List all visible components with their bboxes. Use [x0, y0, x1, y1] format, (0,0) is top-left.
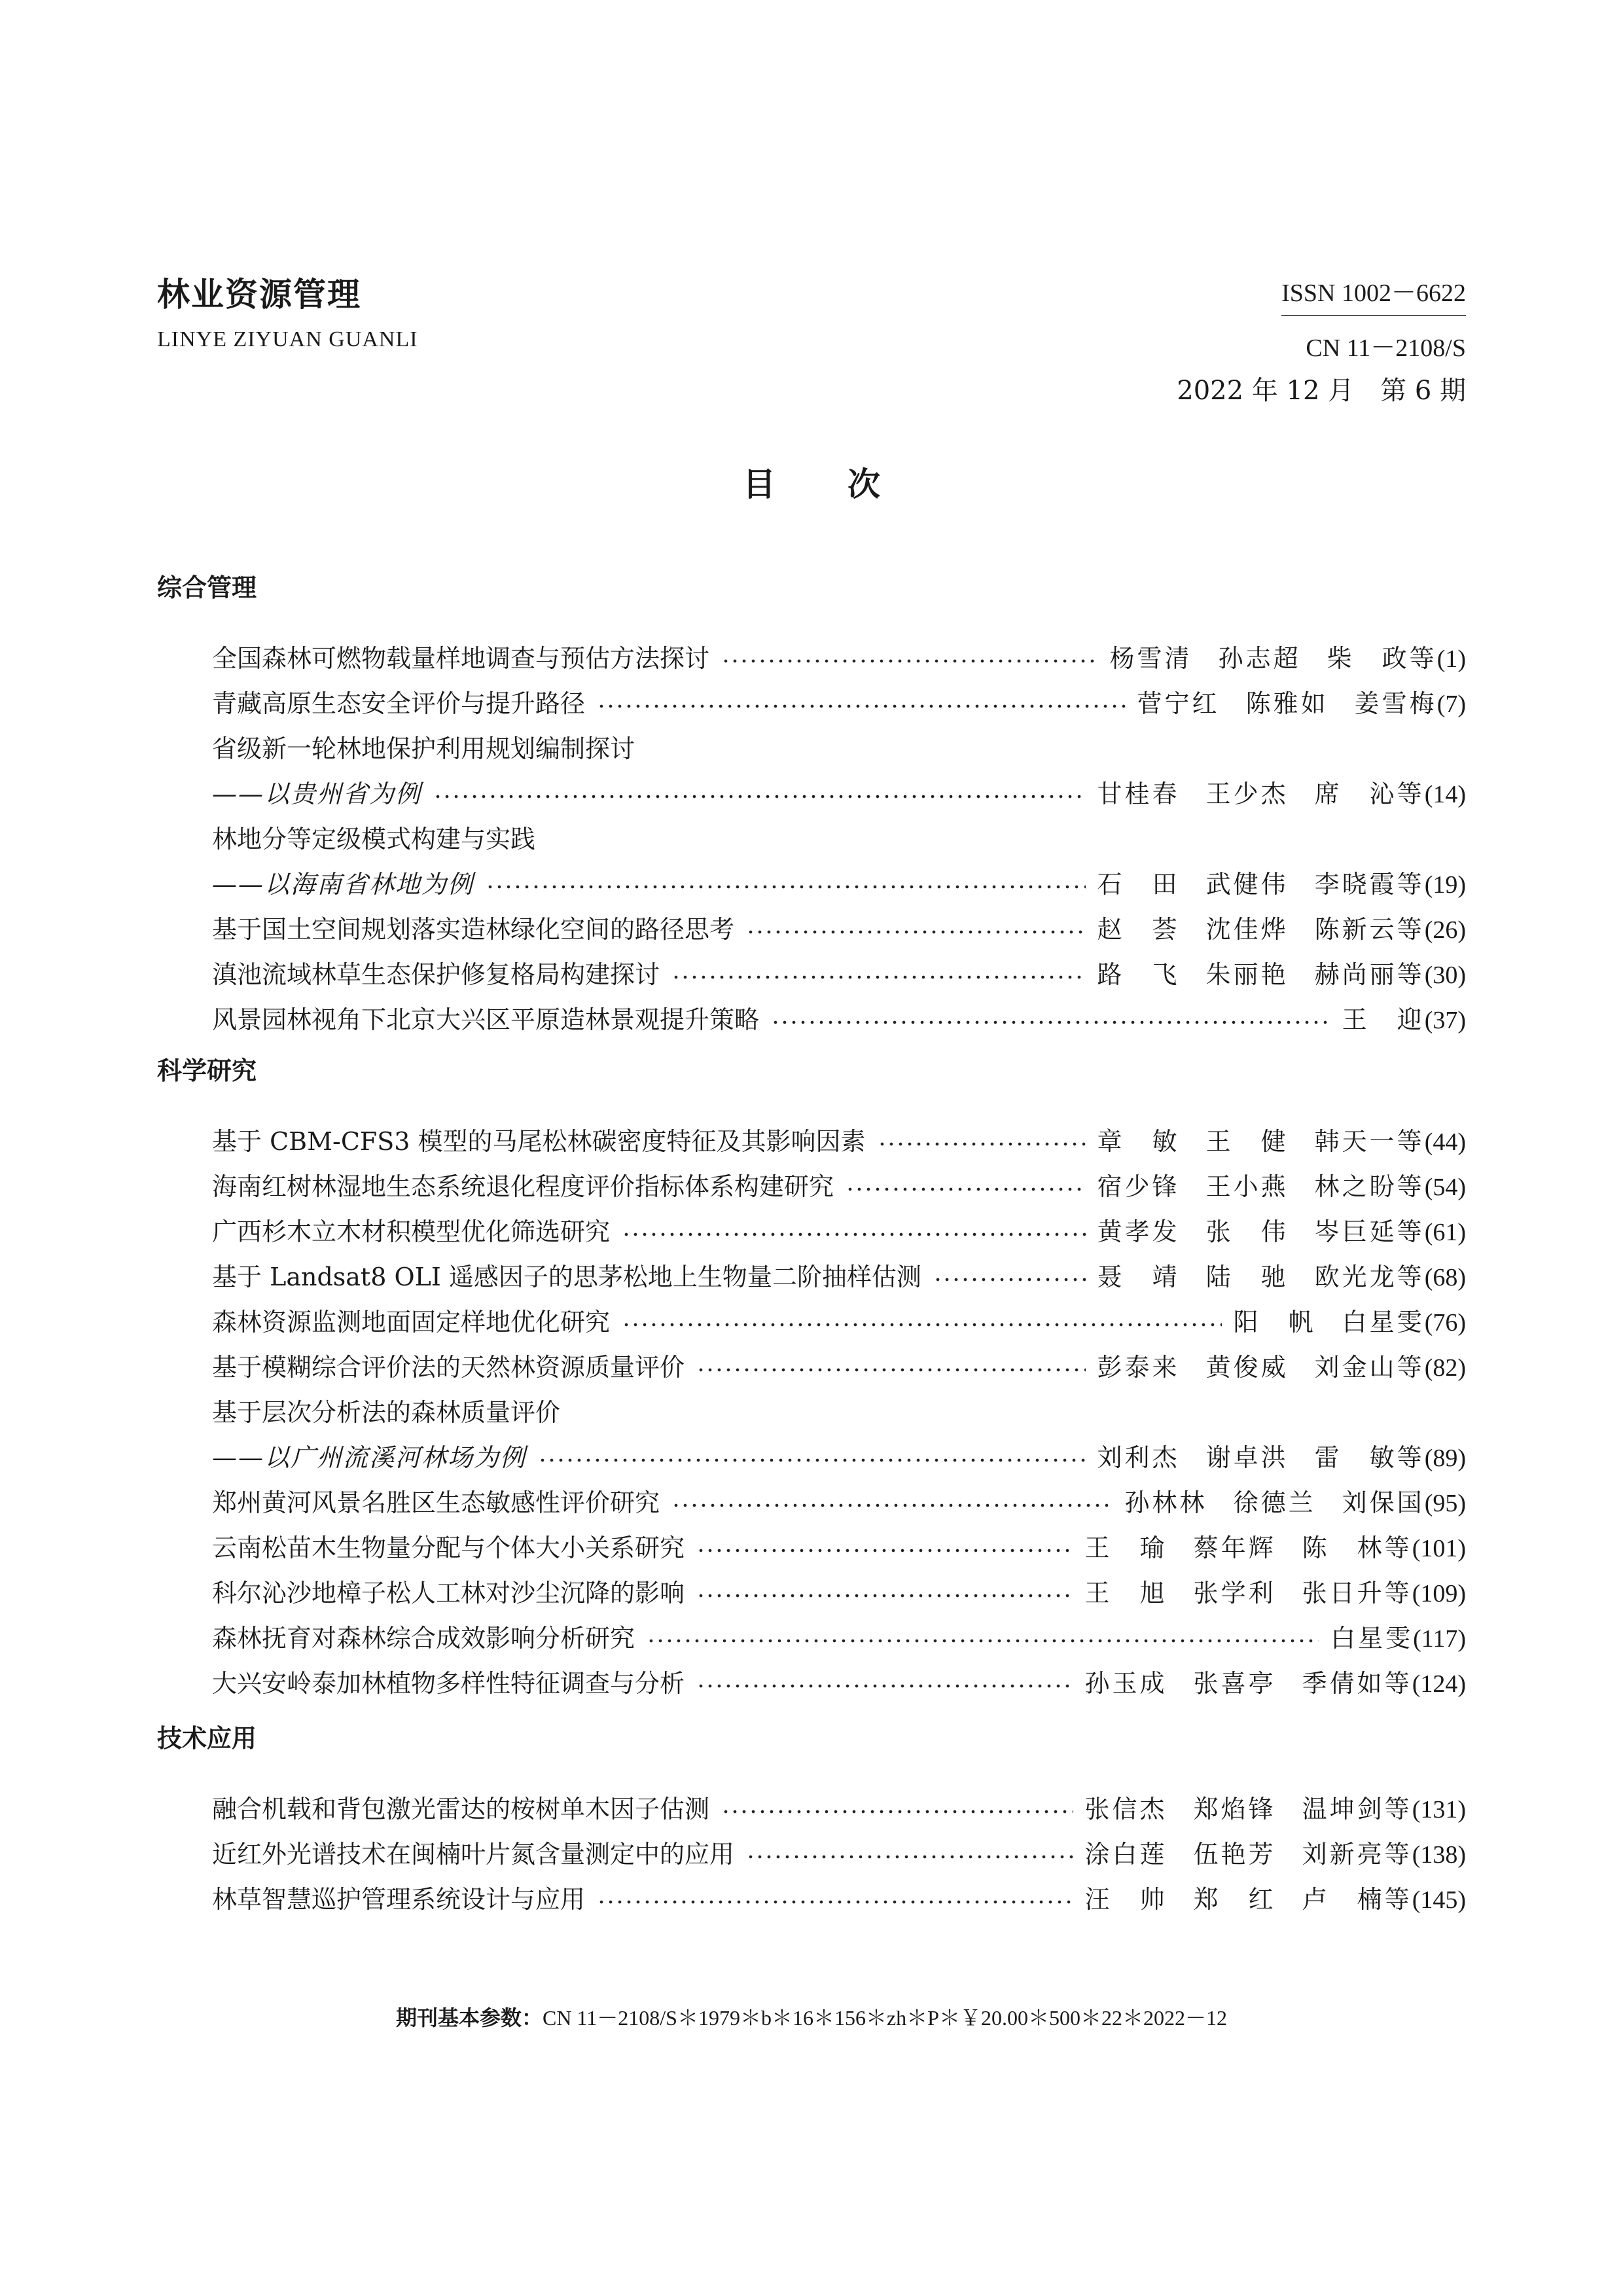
entry-title: 科尔沁沙地樟子松人工林对沙尘沉降的影响 — [212, 1579, 685, 1607]
entry-title: 郑州黄河风景名胜区生态敏感性评价研究 — [212, 1488, 660, 1517]
entry-title: 滇池流域林草生态保护修复格局构建探讨 — [212, 960, 660, 989]
toc-entry — [212, 681, 1466, 726]
entry-title: 海南红树林湿地生态系统退化程度评价指标体系构建研究 — [212, 1172, 834, 1201]
toc-entry — [212, 1616, 1466, 1661]
entry-title: 森林资源监测地面固定样地优化研究 — [212, 1308, 611, 1336]
dot-leader — [433, 795, 1086, 798]
dot-leader — [486, 885, 1086, 889]
toc-heading: 目次 — [743, 465, 952, 503]
entry-title-line — [212, 1661, 1466, 1706]
entry-title: 基于层次分析法的森林质量评价 — [212, 1398, 561, 1427]
entry-title-line — [212, 952, 1466, 997]
entry-page: (68) — [1424, 1264, 1466, 1291]
entry-title-line — [212, 1210, 1466, 1255]
section-entries — [157, 636, 1466, 1043]
entry-authors: 聂 靖 陆 驰 欧光龙等 — [1097, 1263, 1425, 1291]
dot-leader — [771, 1020, 1330, 1024]
toc-entry — [212, 636, 1466, 681]
entry-page: (26) — [1424, 916, 1466, 944]
toc-entry — [212, 1661, 1466, 1706]
toc-section — [157, 568, 1466, 1043]
entry-page: (109) — [1412, 1580, 1466, 1607]
entry-page: (1) — [1436, 645, 1466, 673]
entry-title-line — [212, 1787, 1466, 1832]
entry-title-line — [212, 1832, 1466, 1877]
dot-leader — [878, 1142, 1086, 1146]
entry-authors: 王 瑜 蔡年辉 陈 林等 — [1084, 1534, 1412, 1562]
dot-leader — [597, 704, 1126, 708]
entry-title-line — [212, 636, 1466, 681]
entry-page: (61) — [1424, 1219, 1466, 1246]
entry-page: (54) — [1424, 1174, 1466, 1201]
entry-page: (37) — [1424, 1007, 1466, 1034]
toc-entry — [212, 1210, 1466, 1255]
entry-title: 基于 Landsat8 OLI 遥感因子的思茅松地上生物量二阶抽样估测 — [212, 1263, 921, 1291]
toc-entry — [212, 1345, 1466, 1390]
entry-title-line — [212, 1119, 1466, 1164]
toc-entry — [212, 997, 1466, 1043]
entry-title-line — [212, 1877, 1466, 1922]
dot-leader — [846, 1187, 1086, 1191]
entry-title-line — [212, 681, 1466, 726]
footer-value: CN 11－2108/S＊1979＊b＊16＊156＊zh＊P＊￥20.00＊500＊22＊2022－12 — [543, 2006, 1227, 2030]
dot-leader — [597, 1900, 1073, 1904]
entry-title-line — [212, 907, 1466, 952]
entry-page: (131) — [1412, 1796, 1466, 1823]
section-title: 科学研究 — [157, 1056, 257, 1085]
toc-entry — [212, 907, 1466, 952]
toc-entry — [212, 1390, 1466, 1480]
entry-authors: 黄孝发 张 伟 岑巨延等 — [1097, 1217, 1425, 1246]
journal-pinyin: LINYE ZIYUAN GUANLI — [157, 327, 418, 351]
dot-leader — [671, 975, 1086, 979]
journal-title: 林业资源管理 — [157, 276, 361, 314]
footer-label: 期刊基本参数： — [396, 2005, 543, 2030]
toc-entry — [212, 1787, 1466, 1832]
toc-section — [157, 1719, 1466, 1922]
entry-authors: 彭泰来 黄俊威 刘金山等 — [1097, 1353, 1425, 1382]
entry-authors: 涂白莲 伍艳芳 刘新亮等 — [1084, 1840, 1412, 1869]
dot-leader — [538, 1458, 1086, 1462]
toc-entry — [212, 1164, 1466, 1210]
entry-title-line — [212, 1480, 1466, 1526]
entry-authors: 王 迎 — [1342, 1005, 1425, 1034]
entry-page: (89) — [1424, 1444, 1466, 1472]
dot-leader — [746, 930, 1086, 934]
dot-leader — [721, 659, 1098, 663]
entry-page: (138) — [1412, 1841, 1466, 1869]
toc-entry — [212, 817, 1466, 907]
toc-entry — [212, 1300, 1466, 1345]
dot-leader — [671, 1503, 1113, 1507]
entry-title-line — [212, 1526, 1466, 1571]
toc-entry — [212, 1119, 1466, 1164]
entry-page: (30) — [1424, 961, 1466, 989]
issn: ISSN 1002－6622 — [1281, 272, 1466, 316]
entry-authors: 孙玉成 张喜亭 季倩如等 — [1084, 1669, 1412, 1698]
entry-title: 青藏高原生态安全评价与提升路径 — [212, 689, 586, 718]
entry-title-line — [212, 1390, 1466, 1435]
dot-leader — [721, 1810, 1073, 1814]
dot-leader — [696, 1549, 1073, 1552]
cn-number: CN 11－2108/S — [1306, 334, 1466, 362]
entry-authors: 章 敏 王 健 韩天一等 — [1097, 1127, 1425, 1156]
entry-page: (19) — [1424, 871, 1466, 899]
entry-subtitle-line — [212, 772, 1466, 817]
entry-authors: 杨雪清 孙志超 柴 政等 — [1109, 644, 1437, 673]
entry-subtitle: ——以贵州省为例 — [212, 780, 422, 808]
toc-entry — [212, 1832, 1466, 1877]
entry-title: 省级新一轮林地保护利用规划编制探讨 — [212, 734, 635, 763]
dot-leader — [696, 1684, 1073, 1688]
entry-authors: 甘桂春 王少杰 席 沁等 — [1097, 780, 1425, 808]
entry-subtitle-line — [212, 1435, 1466, 1480]
entry-page: (44) — [1424, 1128, 1466, 1156]
dot-leader — [696, 1594, 1073, 1598]
toc-entry — [212, 1877, 1466, 1922]
entry-authors: 刘利杰 谢卓洪 雷 敏等 — [1097, 1443, 1425, 1472]
dot-leader — [933, 1278, 1086, 1282]
toc-entry — [212, 1480, 1466, 1526]
entry-page: (124) — [1412, 1670, 1466, 1698]
entry-title-line — [212, 997, 1466, 1043]
dot-leader — [647, 1639, 1319, 1643]
entry-authors: 阳 帆 白星雯 — [1233, 1308, 1425, 1336]
entry-title-line — [212, 726, 1466, 772]
entry-page: (117) — [1413, 1625, 1466, 1653]
entry-title: 基于模糊综合评价法的天然林资源质量评价 — [212, 1353, 685, 1382]
entry-authors: 路 飞 朱丽艳 赫尚丽等 — [1097, 960, 1425, 989]
entry-title: 融合机载和背包激光雷达的桉树单木因子估测 — [212, 1795, 710, 1823]
entry-title-line — [212, 1164, 1466, 1210]
entry-page: (145) — [1412, 1886, 1466, 1914]
entry-authors: 白星雯 — [1330, 1624, 1414, 1653]
toc-entry — [212, 1255, 1466, 1300]
entry-authors: 石 田 武健伟 李晓霞等 — [1097, 870, 1425, 899]
entry-page: (14) — [1424, 781, 1466, 808]
entry-title-line — [212, 1616, 1466, 1661]
issue-date: 2022 年 12 月 第 6 期 — [1177, 376, 1466, 406]
entry-title-line — [212, 817, 1466, 862]
entry-title: 大兴安岭泰加林植物多样性特征调查与分析 — [212, 1669, 685, 1698]
entry-title: 风景园林视角下北京大兴区平原造林景观提升策略 — [212, 1005, 760, 1034]
entry-subtitle: ——以广州流溪河林场为例 — [212, 1443, 527, 1472]
entry-authors: 王 旭 张学利 张日升等 — [1084, 1579, 1412, 1607]
section-title: 综合管理 — [157, 573, 257, 602]
dot-leader — [696, 1368, 1086, 1372]
toc-entry — [212, 726, 1466, 817]
toc-entry — [212, 952, 1466, 997]
entry-subtitle: ——以海南省林地为例 — [212, 870, 474, 899]
entry-authors: 赵 荟 沈佳烨 陈新云等 — [1097, 915, 1425, 944]
dot-leader — [622, 1323, 1222, 1327]
toc-section — [157, 1051, 1466, 1706]
dot-leader — [746, 1855, 1073, 1859]
entry-page: (95) — [1424, 1490, 1466, 1517]
entry-title: 云南松苗木生物量分配与个体大小关系研究 — [212, 1534, 685, 1562]
entry-page: (76) — [1424, 1309, 1466, 1336]
section-entries — [157, 1787, 1466, 1922]
dot-leader — [622, 1232, 1086, 1236]
entry-title-line — [212, 1345, 1466, 1390]
entry-title: 广西杉木立木材积模型优化筛选研究 — [212, 1217, 611, 1246]
entry-authors: 宿少锋 王小燕 林之盼等 — [1097, 1172, 1425, 1201]
entry-page: (101) — [1412, 1535, 1466, 1562]
entry-page: (7) — [1436, 691, 1466, 718]
entry-title-line — [212, 1300, 1466, 1345]
footer-parameters — [0, 2001, 1623, 2032]
entry-title: 近红外光谱技术在闽楠叶片氮含量测定中的应用 — [212, 1840, 735, 1869]
entry-authors: 汪 帅 郑 红 卢 楠等 — [1084, 1885, 1412, 1914]
entry-page: (82) — [1424, 1354, 1466, 1382]
entry-authors: 菅宁红 陈雅如 姜雪梅 — [1137, 689, 1437, 718]
entry-title: 全国森林可燃物载量样地调查与预估方法探讨 — [212, 644, 710, 673]
entry-title: 林地分等定级模式构建与实践 — [212, 825, 536, 853]
section-title: 技术应用 — [157, 1724, 257, 1753]
entry-title: 林草智慧巡护管理系统设计与应用 — [212, 1885, 586, 1914]
section-entries — [157, 1119, 1466, 1706]
entry-title-line — [212, 1255, 1466, 1300]
entry-title: 森林抚育对森林综合成效影响分析研究 — [212, 1624, 635, 1653]
entry-title-line — [212, 1571, 1466, 1616]
entry-subtitle-line — [212, 862, 1466, 907]
entry-title: 基于国土空间规划落实造林绿化空间的路径思考 — [212, 915, 735, 944]
entry-authors: 孙林林 徐德兰 刘保国 — [1124, 1488, 1425, 1517]
toc-entry — [212, 1571, 1466, 1616]
entry-title: 基于 CBM-CFS3 模型的马尾松林碳密度特征及其影响因素 — [212, 1127, 866, 1156]
entry-authors: 张信杰 郑焰锋 温坤剑等 — [1084, 1795, 1412, 1823]
toc-entry — [212, 1526, 1466, 1571]
